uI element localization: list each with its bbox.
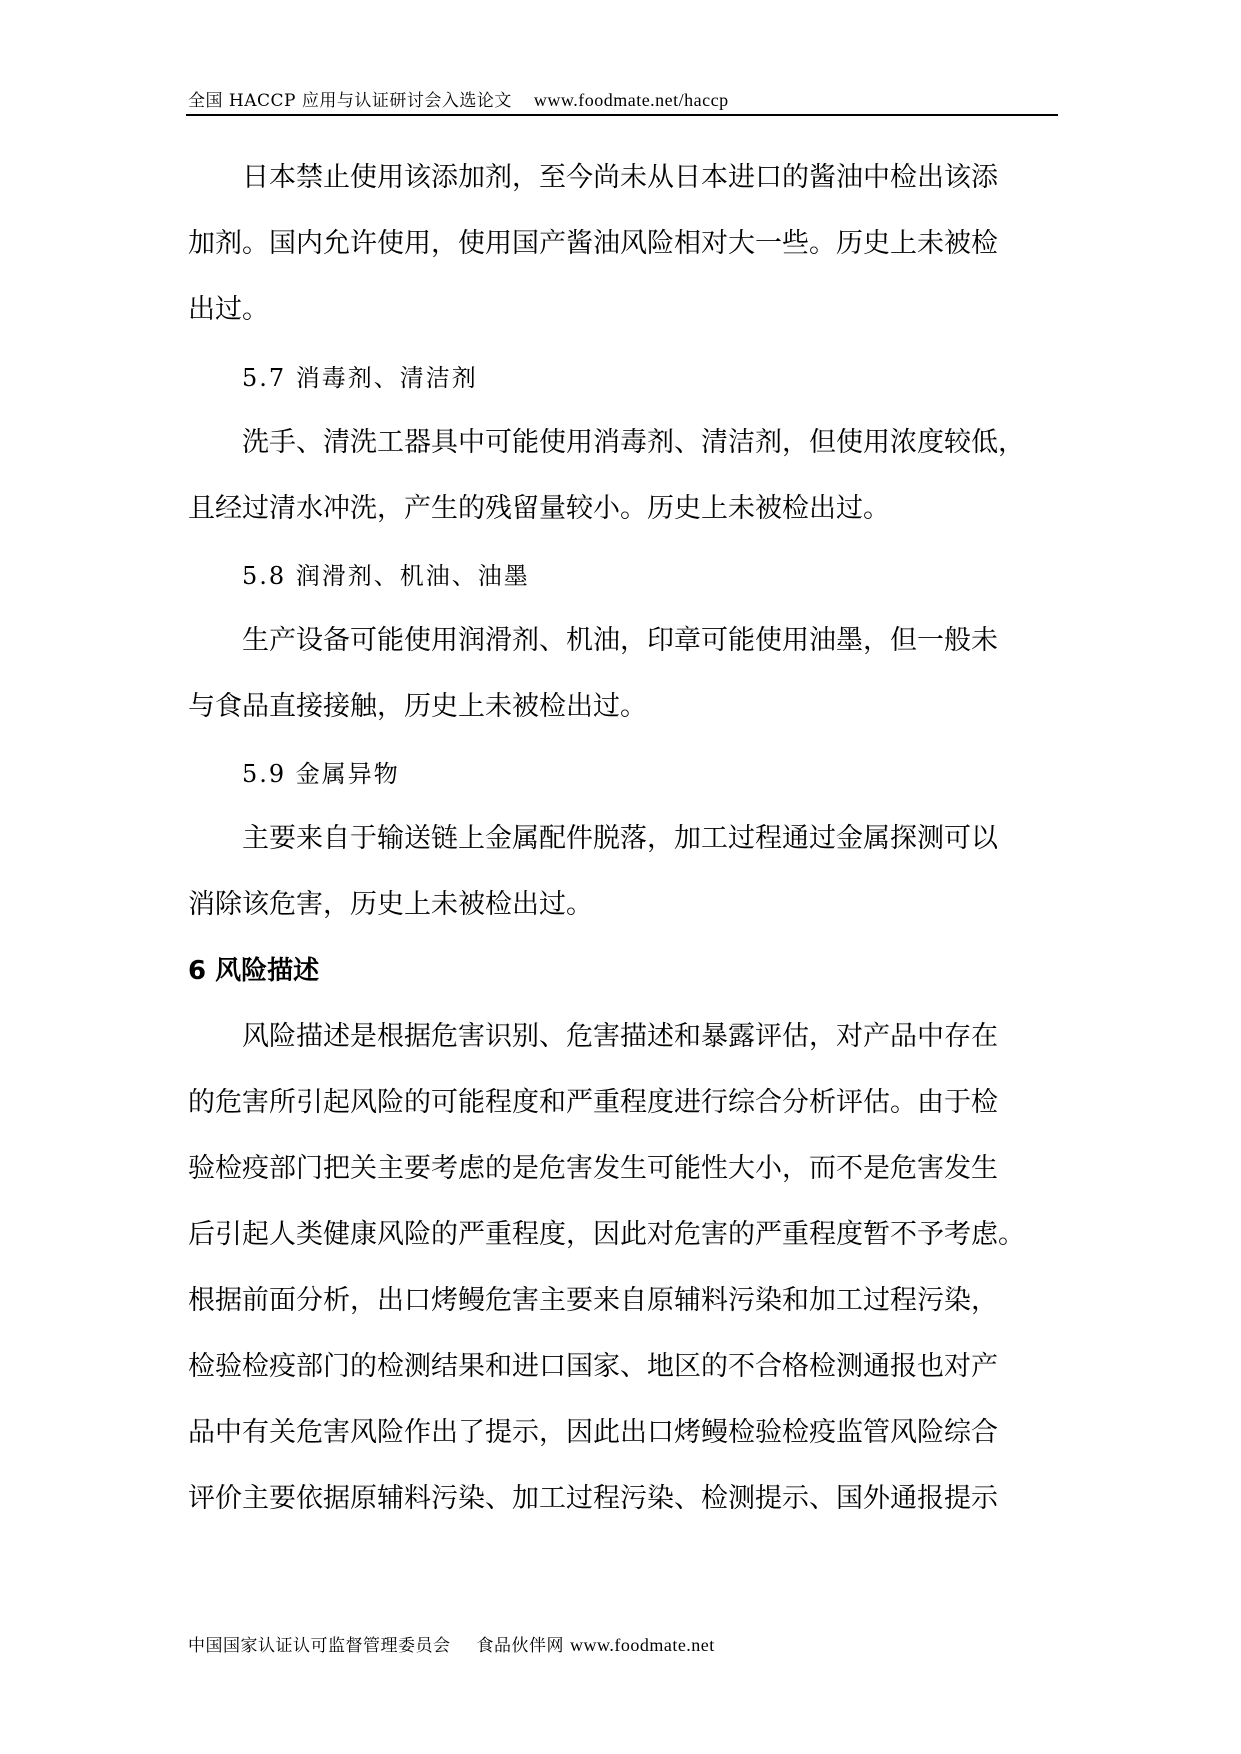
paragraph-line: 且经过清水冲洗，产生的残留量较小。历史上未被检出过。	[188, 493, 890, 524]
footer-url[interactable]: www.foodmate.net	[570, 1635, 715, 1655]
header-title: 全国 HACCP 应用与认证研讨会入选论文	[188, 91, 512, 111]
paragraph-line: 出过。	[188, 294, 269, 325]
page-header	[188, 86, 729, 111]
paragraph-line: 品中有关危害风险作出了提示，因此出口烤鳗检验检疫监管风险综合	[188, 1417, 998, 1448]
paragraph-line: 后引起人类健康风险的严重程度，因此对危害的严重程度暂不予考虑。	[188, 1219, 1025, 1250]
subsection-heading: 5.9 金属异物	[242, 760, 400, 788]
paragraph-line: 根据前面分析，出口烤鳗危害主要来自原辅料污染和加工过程污染，	[188, 1285, 998, 1316]
subsection-heading: 5.8 润滑剂、机油、油墨	[242, 562, 530, 590]
paragraph-line: 洗手、清洗工器具中可能使用消毒剂、清洁剂，但使用浓度较低，	[242, 427, 1025, 458]
paragraph-line: 日本禁止使用该添加剂，至今尚未从日本进口的酱油中检出该添	[242, 162, 998, 193]
header-divider	[186, 114, 1058, 116]
paragraph-line: 生产设备可能使用润滑剂、机油，印章可能使用油墨，但一般未	[242, 625, 998, 656]
paragraph-line: 消除该危害，历史上未被检出过。	[188, 889, 593, 920]
subsection-heading: 5.7 消毒剂、清洁剂	[242, 364, 478, 392]
footer-site: 食品伙伴网	[476, 1636, 564, 1656]
footer-org: 中国国家认证认可监督管理委员会	[188, 1636, 451, 1656]
paragraph-line: 主要来自于输送链上金属配件脱落，加工过程通过金属探测可以	[242, 823, 998, 854]
paragraph-line: 风险描述是根据危害识别、危害描述和暴露评估，对产品中存在	[242, 1021, 998, 1052]
paragraph-line: 评价主要依据原辅料污染、加工过程污染、检测提示、国外通报提示	[188, 1483, 998, 1514]
header-url[interactable]: www.foodmate.net/haccp	[533, 90, 729, 110]
paragraph-line: 加剂。国内允许使用，使用国产酱油风险相对大一些。历史上未被检	[188, 228, 998, 259]
paragraph-line: 与食品直接接触，历史上未被检出过。	[188, 691, 647, 722]
paragraph-line: 检验检疫部门的检测结果和进口国家、地区的不合格检测通报也对产	[188, 1351, 998, 1382]
section-heading: 6 风险描述	[188, 956, 320, 986]
page-footer	[188, 1631, 715, 1656]
paragraph-line: 验检疫部门把关主要考虑的是危害发生可能性大小，而不是危害发生	[188, 1153, 998, 1184]
paragraph-line: 的危害所引起风险的可能程度和严重程度进行综合分析评估。由于检	[188, 1087, 998, 1118]
